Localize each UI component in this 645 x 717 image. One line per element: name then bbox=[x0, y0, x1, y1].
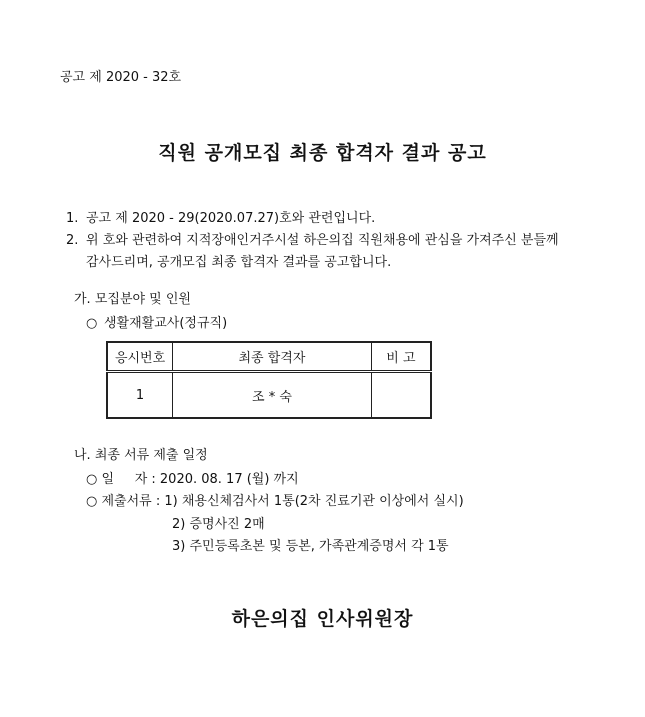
list-item-text: 위 호와 관련하여 지적장애인거주시설 하은의집 직원채용에 관심을 가져주신 분들께 bbox=[86, 233, 559, 248]
table-cell: 1 bbox=[107, 372, 173, 419]
recruit-field bbox=[86, 316, 227, 332]
table-cell: 조 * 숙 bbox=[173, 372, 372, 419]
section-na-heading: 나. 최종 서류 제출 일정 bbox=[74, 448, 208, 463]
submission-doc-item: 3) 주민등록초본 및 등본, 가족관계증명서 각 1통 bbox=[172, 539, 449, 554]
table-cell bbox=[371, 372, 431, 419]
list-item-text: 공고 제 2020 - 29(2020.07.27)호와 관련입니다. bbox=[86, 211, 376, 226]
list-item bbox=[66, 230, 559, 252]
table-header-cell: 응시번호 bbox=[107, 342, 173, 372]
list-item-number: 1. bbox=[66, 211, 79, 226]
list-item bbox=[66, 208, 559, 230]
submission-date-line: ○ 일 자 : 2020. 08. 17 (월) 까지 bbox=[86, 472, 299, 487]
result-table bbox=[106, 341, 432, 419]
notice-number: 공고 제 2020 - 32호 bbox=[60, 70, 182, 85]
submission-doc-item: 2) 증명사진 2매 bbox=[172, 517, 265, 532]
list-item-continuation: 감사드리며, 공개모집 최종 합격자 결과를 공고합니다. bbox=[86, 255, 392, 270]
table-header-cell: 비 고 bbox=[371, 342, 431, 372]
circle-bullet-icon: ○ bbox=[86, 316, 98, 331]
table-header-cell: 최종 합격자 bbox=[173, 342, 372, 372]
submission-docs-line: ○ 제출서류 : 1) 채용신체검사서 1통(2차 진료기관 이상에서 실시) bbox=[86, 494, 464, 509]
signature: 하은의집 인사위원장 bbox=[231, 608, 414, 630]
list-item-number: 2. bbox=[66, 233, 79, 248]
recruit-field-label: 생활재활교사(정규직) bbox=[104, 316, 228, 331]
numbered-list bbox=[66, 208, 559, 274]
document-title: 직원 공개모집 최종 합격자 결과 공고 bbox=[158, 142, 487, 164]
table-row bbox=[107, 372, 431, 419]
section-ga-heading: 가. 모집분야 및 인원 bbox=[74, 292, 191, 307]
table-header-row bbox=[107, 342, 431, 372]
